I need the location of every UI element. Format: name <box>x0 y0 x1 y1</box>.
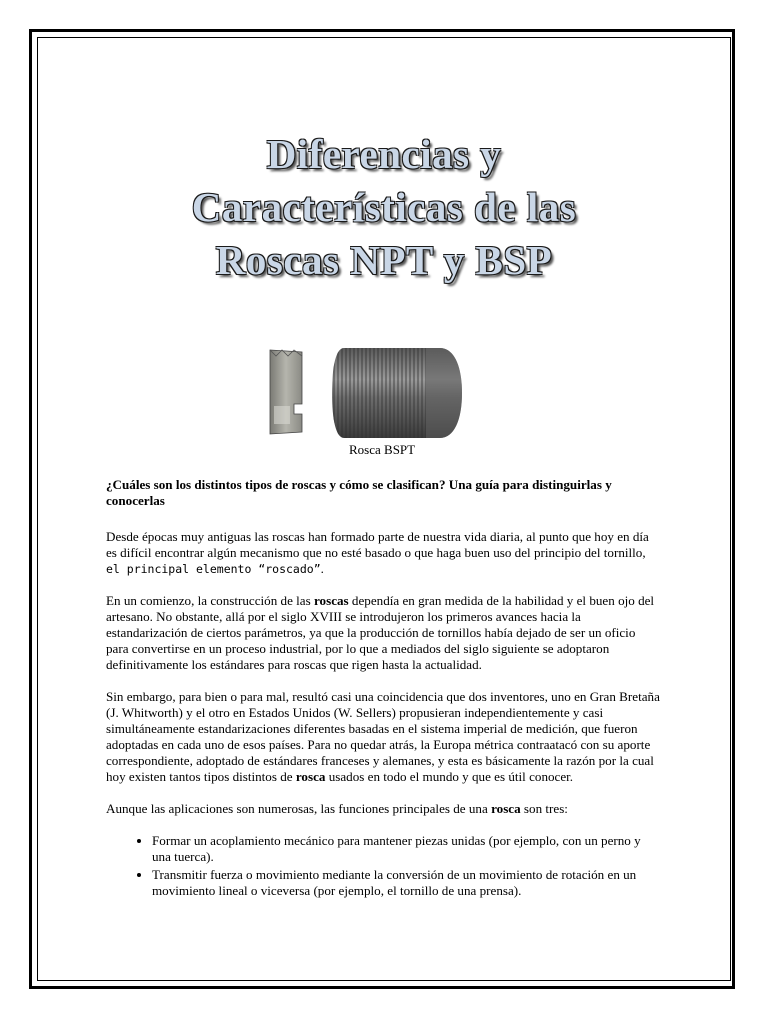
paragraph-1: Desde épocas muy antiguas las roscas han formado parte de nuestra vida diaria, al punto que hoy en día es difícil encontrar algún mecanismo que no esté basado o que haga buen uso del principio del tornillo, el principal elemento “roscado”. <box>106 529 649 576</box>
functions-list <box>106 833 660 899</box>
figure-caption: Rosca BSPT <box>349 442 416 457</box>
thread-gauge-image <box>270 350 302 434</box>
title-line-1: Diferencias y <box>266 131 502 177</box>
document-title <box>60 128 708 287</box>
list-item: • Transmitir fuerza o movimiento mediante la conversión de un movimiento de rotación en un movimiento lineal o viceversa (por ejemplo, el tornillo de una prensa). <box>152 867 660 899</box>
thread-photo <box>240 346 488 440</box>
paragraph-4: Aunque las aplicaciones son numerosas, las funciones principales de una rosca son tres: <box>106 801 568 816</box>
lead-question: ¿Cuáles son los distintos tipos de roscas y cómo se clasifican? Una guía para distinguirlas y conocerlas <box>106 477 612 508</box>
paragraph-3: Sin embargo, para bien o para mal, resultó casi una coincidencia que dos inventores, uno en Gran Bretaña (J. Whitworth) y el otro en Estados Unidos (W. Sellers) propusieran independientemente y casi simultáneamente estandarizaciones diferentes basadas en el sistema imperial de medición, que fueron adoptadas en cada uno de esos países. Para no quedar atrás, la Europa métrica contraatacó con su aporte correspondiente, adoptado de estándares franceses y alemanes, y esta es básicamente la razón por la cual hoy existen tantos tipos distintos de rosca usados en todo el mundo y que es útil conocer. <box>106 689 660 784</box>
title-line-2: Características de las <box>191 184 577 230</box>
title-line-3: Roscas NPT y BSP <box>215 237 553 283</box>
threaded-pipe-image <box>332 348 462 438</box>
list-item: • Formar un acoplamiento mecánico para mantener piezas unidas (por ejemplo, con un perno y una tuerca). <box>152 833 660 865</box>
paragraph-2: En un comienzo, la construcción de las roscas dependía en gran medida de la habilidad y el buen ojo del artesano. No obstante, allá por el siglo XVIII se introdujeron los primeros avances hacia la estandarización de ciertos parámetros, ya que la producción de tornillos había dejado de ser un oficio para convertirse en un proceso industrial, por lo que a mediados del siglo siguiente se adoptaron definitivamente los estándares para roscas que rigen hasta la actualidad. <box>106 593 655 672</box>
article-body <box>106 477 660 901</box>
